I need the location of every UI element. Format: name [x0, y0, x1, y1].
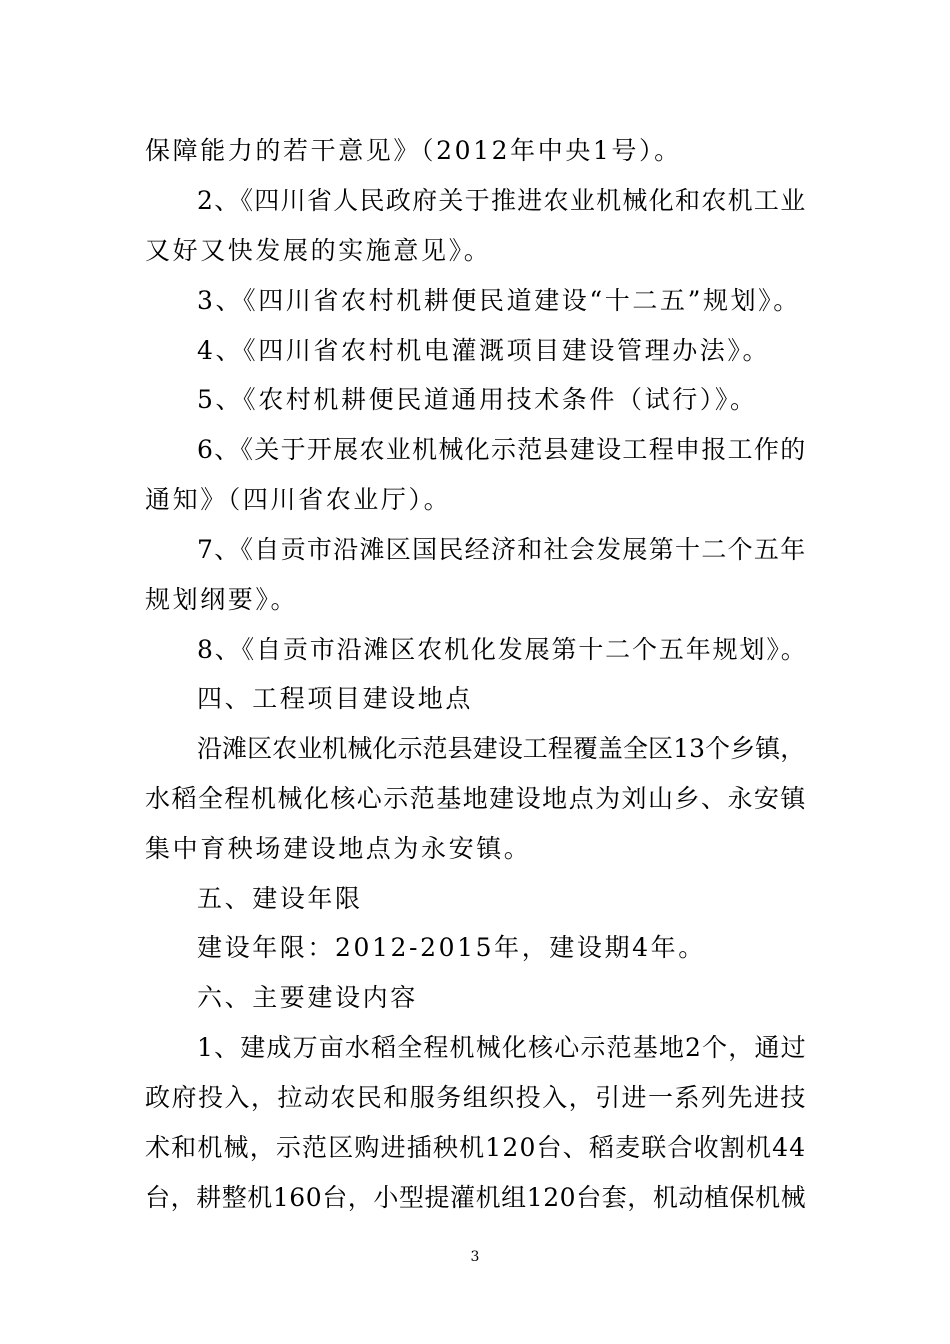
page-number: 3 [470, 1249, 480, 1265]
text-line-8: 通知》（四川省农业厅）。 [145, 485, 452, 514]
text-line-11: 8、《自贡市沿滩区农机化发展第十二个五年规划》。 [197, 635, 808, 664]
text-line-3: 又好又快发展的实施意见》。 [145, 236, 492, 265]
text-line-14: 水稻全程机械化核心示范基地建设地点为刘山乡、永安镇 [145, 784, 807, 813]
text-line-5: 4、《四川省农村机电灌溉项目建设管理办法》。 [197, 336, 771, 365]
text-line-17: 建设年限：2012-2015年，建设期4年。 [197, 933, 706, 962]
text-line-22: 台，耕整机160台，小型提灌机组120台套，机动植保机械 [145, 1183, 807, 1212]
text-line-13: 沿滩区农业机械化示范县建设工程覆盖全区13个乡镇， [197, 734, 806, 763]
text-line-20: 政府投入，拉动农民和服务组织投入，引进一系列先进技 [145, 1083, 807, 1112]
text-line-10: 规划纲要》。 [145, 585, 299, 614]
text-line-7: 6、《关于开展农业机械化示范县建设工程申报工作的 [197, 435, 807, 464]
text-line-6: 5、《农村机耕便民道通用技术条件（试行）》。 [197, 385, 758, 414]
text-line-4: 3、《四川省农村机耕便民道建设“十二五”规划》。 [197, 286, 801, 315]
section-heading-6: 六、主要建设内容 [197, 983, 418, 1012]
text-line-9: 7、《自贡市沿滩区国民经济和社会发展第十二个五年 [197, 535, 807, 564]
section-heading-4: 四、工程项目建设地点 [197, 684, 474, 713]
text-line-1: 保障能力的若干意见》（2012年中央1号）。 [145, 136, 682, 165]
text-line-21: 术和机械，示范区购进插秧机120台、稻麦联合收割机44 [145, 1133, 807, 1162]
section-heading-5: 五、建设年限 [197, 884, 363, 913]
text-line-19: 1、建成万亩水稻全程机械化核心示范基地2个，通过 [197, 1033, 807, 1062]
text-line-15: 集中育秧场建设地点为永安镇。 [145, 834, 532, 863]
text-line-2: 2、《四川省人民政府关于推进农业机械化和农机工业 [197, 186, 807, 215]
